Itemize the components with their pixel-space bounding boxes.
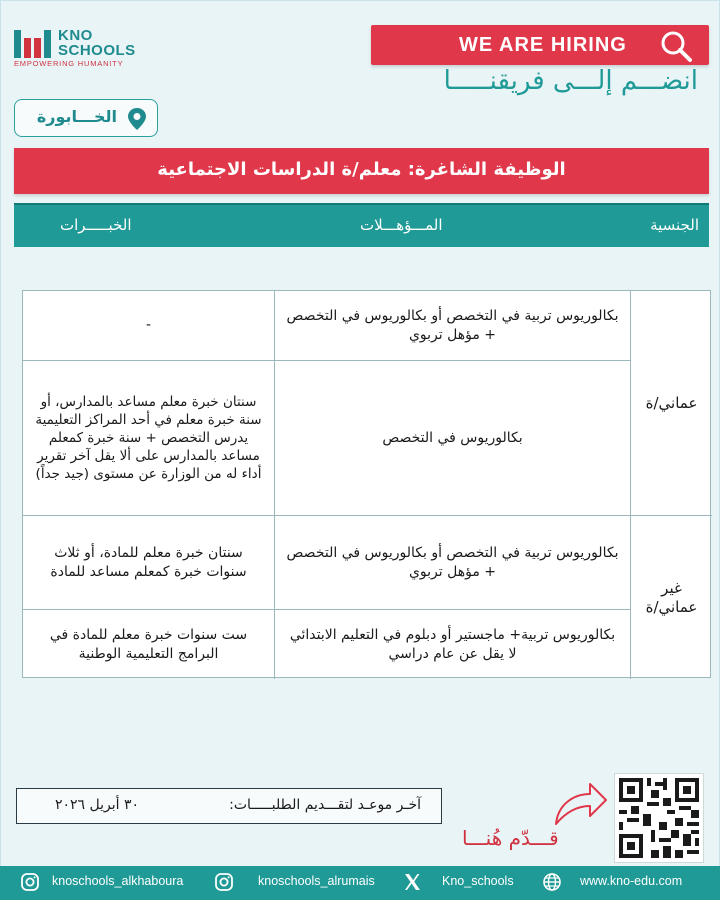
experience-cell: -	[145, 317, 152, 333]
globe-icon[interactable]	[542, 872, 562, 892]
curved-arrow-icon	[550, 778, 610, 830]
header-experience: الخبـــــرات	[60, 216, 132, 234]
location-badge	[14, 99, 158, 137]
footer-x-handle[interactable]: Kno_schools	[442, 874, 514, 888]
deadline-box	[16, 788, 442, 824]
qualification-cell: بكالوريوس في التخصص	[382, 429, 523, 446]
experience-cell: سنتان خبرة معلم للمادة، أو ثلاث سنوات خبرة كمعلم مساعد للمادة	[50, 544, 247, 580]
logo-tagline: EMPOWERING HUMANITY	[14, 59, 124, 68]
header-qualifications: المـــؤهـــلات	[360, 216, 443, 234]
nationality-non-omani: غير عماني/ة	[645, 578, 698, 616]
requirements-table	[22, 290, 711, 678]
experience-cell: سنتان خبرة معلم مساعد بالمدارس، أو سنة خبرة معلم في أحد المراكز التعليمية يدرس التخصص + سنة خبرة كمعلم مساعد بالمدارس على ألا يقل آخر تقرير أداء له من الوزارة عن مستوى (جيد جداً)	[35, 394, 262, 482]
nationality-omani: عماني/ة	[645, 393, 698, 412]
instagram-icon[interactable]	[214, 872, 234, 892]
table-header	[14, 203, 709, 247]
apply-here-label[interactable]: قـــدّم هُنـــا	[462, 826, 559, 850]
qualification-cell: بكالوريوس تربية في التخصص أو بكالوريوس في التخصص + مؤهل تربوي	[286, 544, 619, 580]
deadline-label: آخـر موعـد لتقـــديم الطلبـــــات:	[229, 797, 421, 813]
experience-cell: ست سنوات خبرة معلم للمادة في البرامج التعليمية الوطنية	[49, 626, 248, 662]
footer-bar	[0, 866, 720, 900]
qualification-cell: بكالوريوس تربية+ ماجستير أو دبلوم في التعليم الابتدائي لا يقل عن عام دراسي	[289, 626, 616, 662]
footer-instagram-alkhaboura[interactable]: knoschools_alkhaboura	[52, 874, 184, 888]
location-name: الخـــابورة	[36, 107, 117, 126]
job-title-banner	[14, 148, 709, 194]
search-icon	[659, 29, 693, 63]
qualification-cell: بكالوريوس تربية في التخصص أو بكالوريوس في التخصص + مؤهل تربوي	[286, 307, 619, 343]
footer-instagram-alrumais[interactable]: knoschools_alrumais	[258, 874, 375, 888]
deadline-date: ٣٠ أبريل ٢٠٢٦	[55, 797, 140, 813]
location-pin-icon	[127, 107, 147, 131]
qr-code-icon[interactable]	[614, 773, 704, 863]
x-icon[interactable]	[402, 872, 422, 892]
logo-name-schools: SCHOOLS	[58, 42, 136, 59]
join-team-heading: انضـــم إلـــى فريقنـــــا	[443, 66, 698, 96]
header-nationality: الجنسية	[650, 216, 699, 234]
footer-website[interactable]: www.kno-edu.com	[580, 874, 683, 888]
instagram-icon[interactable]	[20, 872, 40, 892]
logo-mark-icon	[14, 30, 54, 58]
logo-name	[58, 28, 136, 58]
kno-logo	[14, 26, 134, 70]
hiring-label: WE ARE HIRING	[459, 34, 627, 56]
qr-code-graphic	[615, 774, 703, 862]
job-title: الوظيفة الشاغرة: معلم/ة الدراسات الاجتماعية	[157, 159, 566, 180]
logo-name-kno: KNO	[58, 27, 93, 44]
hiring-banner	[371, 25, 709, 65]
